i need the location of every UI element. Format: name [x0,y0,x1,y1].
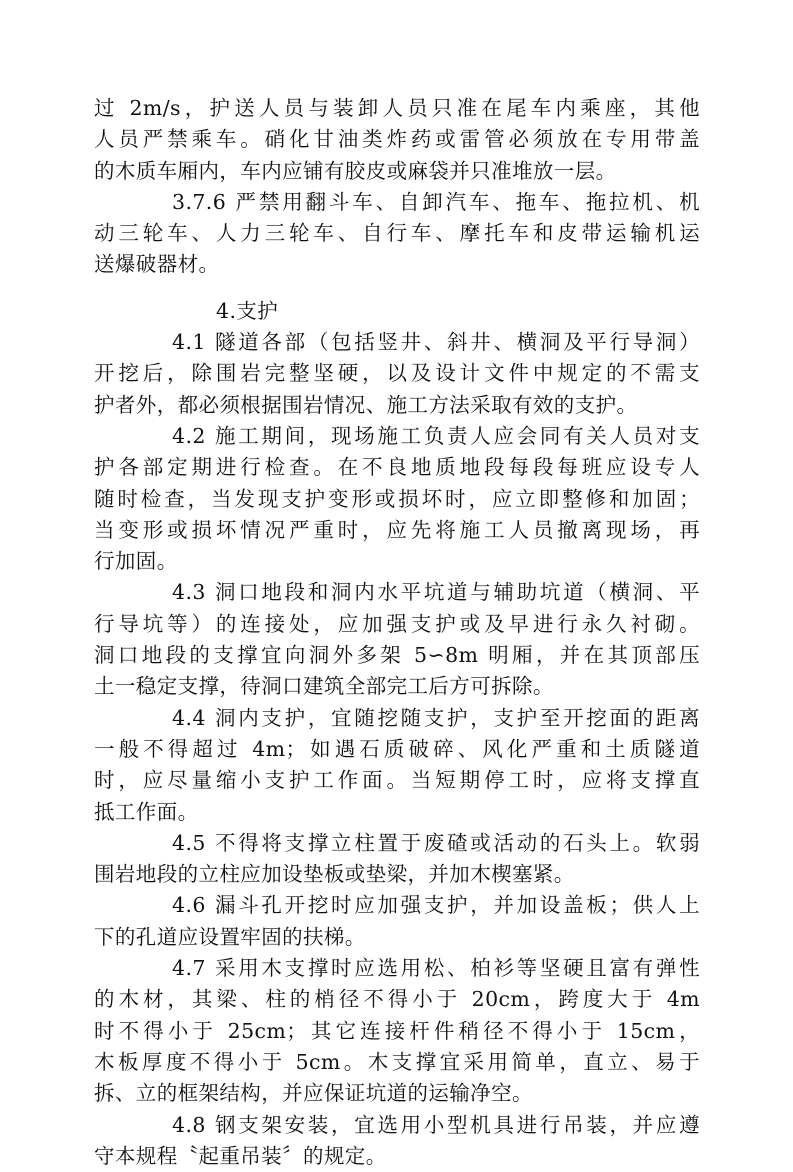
text-line: 4.7 采用木支撑时应选用松、柏衫等坚硬且富有弹性 [94,953,700,984]
text-line: 开挖后，除围岩完整坚硬，以及设计文件中规定的不需支 [94,358,700,389]
text-line: 4.6 漏斗孔开挖时应加强支护，并加设盖板；供人上 [94,890,700,921]
text-line: 护各部定期进行检查。在不良地质地段每段每班应设专人 [94,452,700,483]
paragraph-continuation [94,93,700,187]
text-line: 4.2 施工期间，现场施工负责人应会同有关人员对支 [94,421,700,452]
text-line: 洞口地段的支撑宜向洞外多架 5∽8m 明厢，并在其顶部压 [94,640,700,671]
text-line: 拆、立的框架结构，并应保证坑道的运输净空。 [94,1078,700,1109]
section-4-4 [94,703,700,828]
section-4-7 [94,953,700,1109]
text-line: 4.1 隧道各部（包括竖井、斜井、横洞及平行导洞） [94,327,700,358]
text-line: 3.7.6 严禁用翻斗车、自卸汽车、拖车、拖拉机、机 [94,187,700,218]
text-line: 人员严禁乘车。硝化甘油类炸药或雷管必须放在专用带盖 [94,124,700,155]
text-line: 护者外，都必须根据围岩情况、施工方法采取有效的支护。 [94,390,700,421]
text-line: 围岩地段的立柱应加设垫板或垫梁，并加木楔塞紧。 [94,859,700,890]
section-4-6 [94,890,700,953]
text-line: 的木材，其梁、柱的梢径不得小于 20cm，跨度大于 4m [94,984,700,1015]
section-heading: 4.支护 [94,296,700,327]
text-line: 行加固。 [94,546,700,577]
text-line: 木板厚度不得小于 5cm。木支撑宜采用简单，直立、易于 [94,1047,700,1078]
text-line: 一般不得超过 4m；如遇石质破碎、风化严重和土质隧道 [94,734,700,765]
text-line: 土一稳定支撑，待洞口建筑全部完工后方可拆除。 [94,671,700,702]
text-line: 抵工作面。 [94,797,700,828]
text-line: 过 2m/s，护送人员与装卸人员只准在尾车内乘座，其他 [94,93,700,124]
section-4-1 [94,327,700,421]
text-line: 4.5 不得将支撑立柱置于废碴或活动的石头上。软弱 [94,828,700,859]
text-line: 的木质车厢内，车内应铺有胶皮或麻袋并只准堆放一层。 [94,156,700,187]
text-line: 下的孔道应设置牢固的扶梯。 [94,922,700,953]
section-4-5 [94,828,700,891]
section-4-2 [94,421,700,577]
document-page [94,93,700,1172]
text-line: 4.3 洞口地段和洞内水平坑道与辅助坑道（横洞、平 [94,577,700,608]
text-line: 当变形或损坏情况严重时，应先将施工人员撤离现场，再 [94,515,700,546]
text-line: 4.8 钢支架安装，宜选用小型机具进行吊装，并应遵 [94,1110,700,1141]
text-line: 守本规程〝起重吊装〞的规定。 [94,1141,700,1172]
section-4-3 [94,577,700,702]
text-line: 送爆破器材。 [94,249,700,280]
text-line: 4.4 洞内支护，宜随挖随支护，支护至开挖面的距离 [94,703,700,734]
text-line: 时，应尽量缩小支护工作面。当短期停工时，应将支撑直 [94,765,700,796]
text-line: 时不得小于 25cm；其它连接杆件稍径不得小于 15cm， [94,1016,700,1047]
paragraph-3-7-6 [94,187,700,281]
section-4-8 [94,1110,700,1172]
text-line: 行导坑等）的连接处，应加强支护或及早进行永久衬砌。 [94,609,700,640]
text-line: 随时检查，当发现支护变形或损坏时，应立即整修和加固； [94,484,700,515]
text-line: 动三轮车、人力三轮车、自行车、摩托车和皮带运输机运 [94,218,700,249]
